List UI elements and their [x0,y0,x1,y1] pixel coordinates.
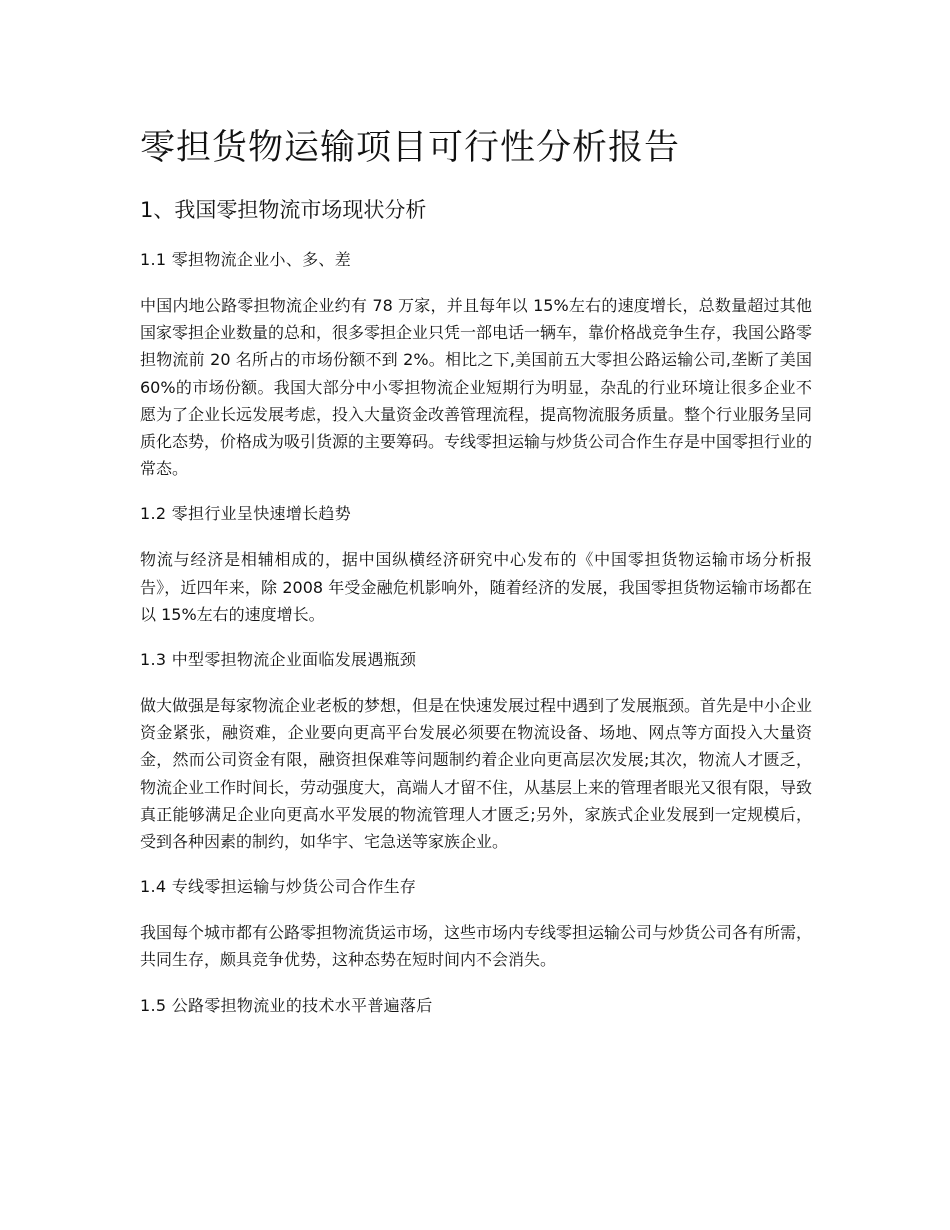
subsection-1-2 [140,502,812,628]
section-heading-1: 1、我国零担物流市场现状分析 [140,198,427,222]
subsection-1-3 [140,648,812,855]
subsection-1-1 [140,248,812,482]
body-paragraph: 物流与经济是相辅相成的，据中国纵横经济研究中心发布的《中国零担货物运输市场分析报告》，近四年来，除 2008 年受金融危机影响外，随着经济的发展，我国零担货物运输市场都在以 15%左右的速度增长。 [140,550,812,624]
subsection-1-4 [140,875,812,973]
document-page [140,122,812,1038]
subsection-heading: 1.5 公路零担物流业的技术水平普遍落后 [140,995,433,1015]
body-paragraph: 做大做强是每家物流企业老板的梦想，但是在快速发展过程中遇到了发展瓶颈。首先是中小企业资金紧张，融资难，企业要向更高平台发展必须要在物流设备、场地、网点等方面投入大量资金，然而公司资金有限，融资担保难等问题制约着企业向更高层次发展;其次，物流人才匮乏，物流企业工作时间长，劳动强度大，高端人才留不住，从基层上来的管理者眼光又很有限，导致真正能够满足企业向更高水平发展的物流管理人才匮乏;另外，家族式企业发展到一定规模后，受到各种因素的制约，如华宇、宅急送等家族企业。 [140,696,813,852]
subsection-heading: 1.1 零担物流企业小、多、差 [140,250,352,269]
document-title: 零担货物运输项目可行性分析报告 [140,128,681,168]
body-paragraph: 中国内地公路零担物流企业约有 78 万家，并且每年以 15%左右的速度增长，总数量超过其他国家零担企业数量的总和，很多零担企业只凭一部电话一辆车，靠价格战竞争生存，我国公路零担物流前 20 名所占的市场份额不到 2%。相比之下,美国前五大零担公路运输公司,垄断了美国 60%的市场份额。我国大部分中小零担物流企业短期行为明显，杂乱的行业环境让很多企业不愿为了企业长远发展考虑，投入大量资金改善管理流程，提高物流服务质量。整个行业服务呈同质化态势，价格成为吸引货源的主要筹码。专线零担运输与炒货公司合作生存是中国零担行业的常态。 [140,296,813,479]
subsection-heading: 1.3 中型零担物流企业面临发展遇瓶颈 [140,650,417,670]
subsection-heading: 1.4 专线零担运输与炒货公司合作生存 [140,877,417,897]
body-paragraph: 我国每个城市都有公路零担物流货运市场，这些市场内专线零担运输公司与炒货公司各有所需，共同生存，颇具竞争优势，这种态势在短时间内不会消失。 [140,923,813,970]
subsection-heading: 1.2 零担行业呈快速增长趋势 [140,504,352,524]
subsection-1-5 [140,994,812,1018]
